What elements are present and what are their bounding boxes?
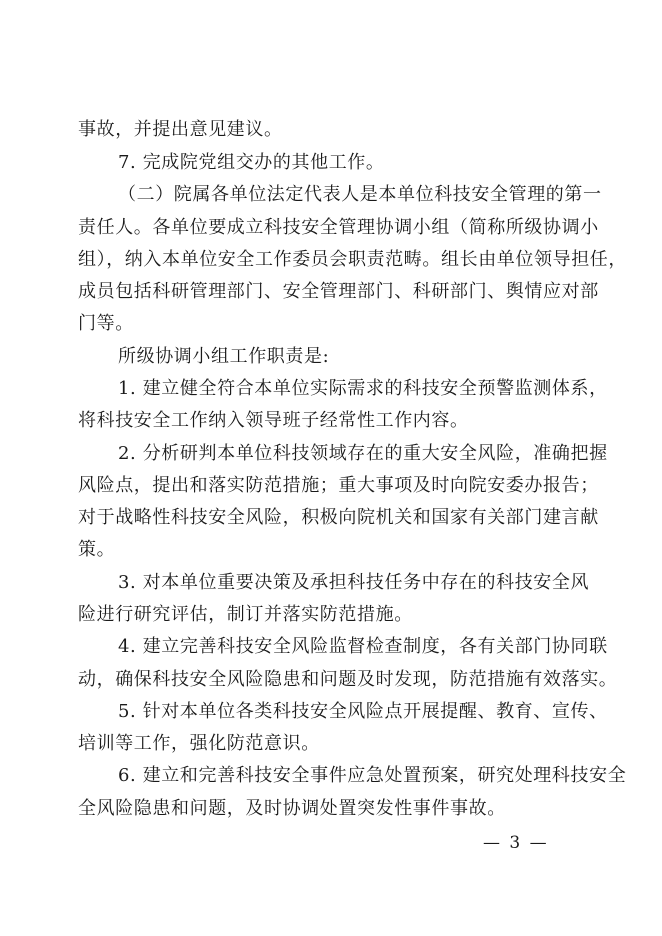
text-line-3: （二）院属各单位法定代表人是本单位科技安全管理的第一 [118,184,602,205]
text-line-18: 动，确保科技安全风险隐患和问题及时发现，防范措施有效落实。 [78,669,618,690]
text-line-11: 2. 分析研判本单位科技领域存在的重大安全风险，准确把握 [118,443,608,464]
text-line-7: 门等。 [78,313,134,334]
text-line-16: 险进行研究评估，制订并落实防范措施。 [78,604,413,625]
text-line-10: 将科技安全工作纳入领导班子经常性工作内容。 [78,410,469,431]
text-line-12: 风险点，提出和落实防范措施；重大事项及时向院安委办报告； [78,475,599,496]
text-line-8: 所级协调小组工作职责是: [118,346,330,367]
text-line-13: 对于战略性科技安全风险，积极向院机关和国家有关部门建言献 [78,507,599,528]
text-line-19: 5. 针对本单位各类科技安全风险点开展提醒、教育、宣传、 [118,701,608,722]
text-line-20: 培训等工作，强化防范意识。 [78,733,320,754]
page-number: — 3 — [483,833,549,853]
text-line-22: 全风险隐患和问题，及时协调处置突发性事件事故。 [78,798,506,819]
text-line-15: 3. 对本单位重要决策及承担科技任务中存在的科技安全风 [118,572,590,593]
text-line-4: 责任人。各单位要成立科技安全管理协调小组（简称所级协调小 [78,217,599,238]
text-line-14: 策。 [78,539,116,560]
text-line-1: 事故，并提出意见建议。 [78,119,283,140]
text-line-5: 组），纳入本单位安全工作委员会职责范畴。组长由单位领导担任， [78,249,627,270]
text-line-17: 4. 建立完善科技安全风险监督检查制度，各有关部门协同联 [118,636,608,657]
text-line-6: 成员包括科研管理部门、安全管理部门、科研部门、舆情应对部 [78,281,599,302]
text-line-9: 1. 建立健全符合本单位实际需求的科技安全预警监测体系， [118,378,608,399]
text-line-2: 7. 完成院党组交办的其他工作。 [118,152,385,173]
text-line-21: 6. 建立和完善科技安全事件应急处置预案，研究处理科技安全 [118,765,627,786]
